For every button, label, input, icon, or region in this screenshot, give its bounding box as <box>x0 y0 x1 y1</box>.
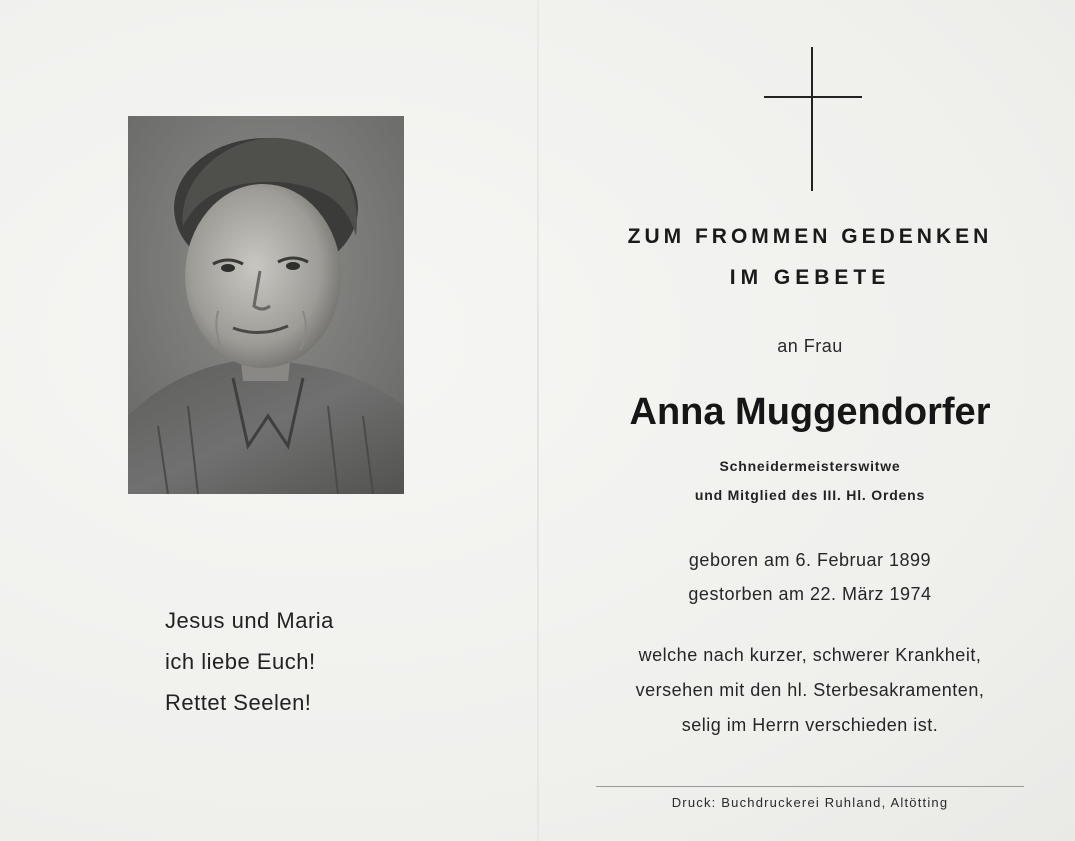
prayer-line: ich liebe Euch! <box>165 649 316 674</box>
heading-line-2: IM GEBETE <box>729 266 891 289</box>
prayer-line: Rettet Seelen! <box>165 690 312 715</box>
fold-line <box>537 0 539 841</box>
memorial-text-line: welche nach kurzer, schwerer Krankheit, <box>638 645 982 665</box>
portrait-photo <box>128 116 404 494</box>
deceased-name: Anna Muggendorfer <box>629 391 991 433</box>
birth-date: geboren am 6. Februar 1899 <box>688 550 932 570</box>
prayer-line: Jesus und Maria <box>165 608 334 633</box>
printer-credit: Druck: Buchdruckerei Ruhland, Altötting <box>671 795 949 810</box>
occupation-title: Schneidermeisterswitwe <box>719 458 901 474</box>
salutation: an Frau <box>777 336 843 356</box>
death-date: gestorben am 22. März 1974 <box>688 584 932 604</box>
memorial-text-line: selig im Herrn verschieden ist. <box>681 715 939 735</box>
order-membership: und Mitglied des III. Hl. Ordens <box>694 487 926 503</box>
prayer-text <box>165 600 425 723</box>
divider-rule <box>596 786 1024 787</box>
heading-line-1: ZUM FROMMEN GEDENKEN <box>627 225 993 248</box>
cross-icon <box>764 47 862 191</box>
memorial-text-line: versehen mit den hl. Sterbesakramenten, <box>635 680 985 700</box>
